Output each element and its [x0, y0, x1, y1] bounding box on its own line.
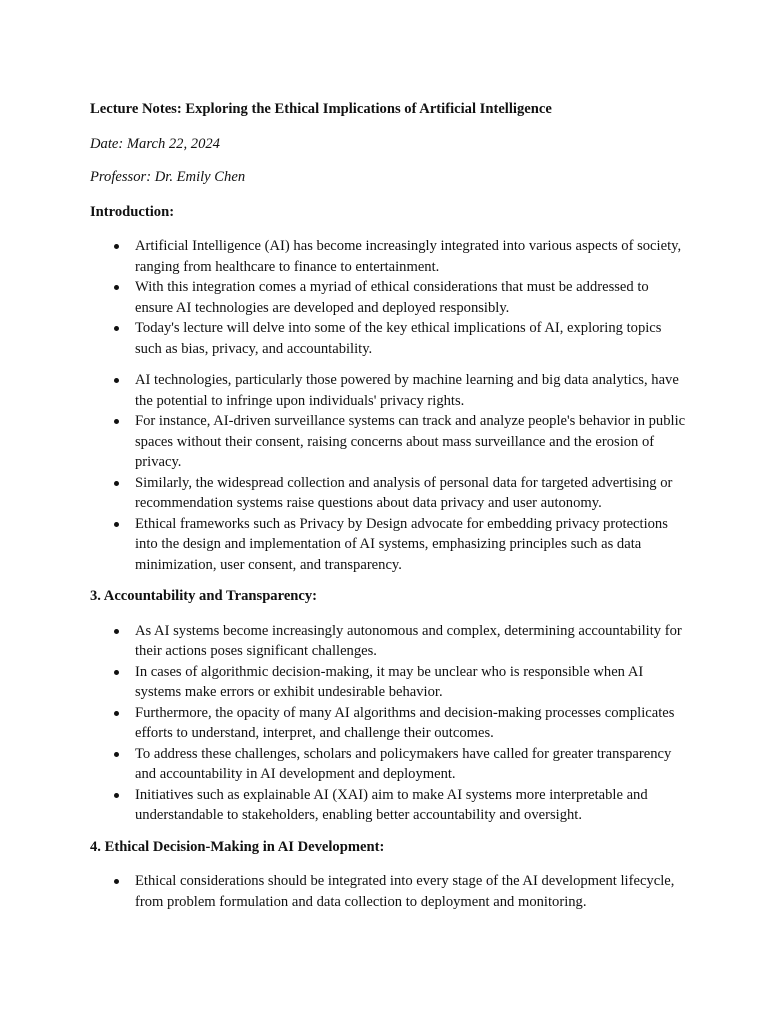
list-item: To address these challenges, scholars and policymakers have called for greater transparency and accountability in AI development and deployment. — [90, 744, 688, 785]
bullet-icon — [114, 244, 119, 249]
list-item: Ethical frameworks such as Privacy by Design advocate for embedding privacy protections into the design and implementation of AI systems, emphasizing principles such as data minimization, user consent, and transparency. — [90, 514, 688, 576]
accountability-heading: 3. Accountability and Transparency: — [90, 588, 318, 604]
bullet-icon — [114, 419, 119, 424]
bullet-icon — [114, 711, 119, 716]
list-item: AI technologies, particularly those powered by machine learning and big data analytics, have the potential to infringe upon individuals' privacy rights. — [90, 370, 688, 411]
bullet-icon — [114, 522, 119, 527]
privacy-list — [90, 370, 688, 575]
list-item: Similarly, the widespread collection and analysis of personal data for targeted advertising or recommendation systems raise questions about data privacy and user autonomy. — [90, 473, 688, 514]
document-date: Date: March 22, 2024 — [90, 135, 220, 152]
bullet-icon — [114, 793, 119, 798]
decision-making-heading: 4. Ethical Decision-Making in AI Development: — [90, 838, 385, 855]
list-item: Initiatives such as explainable AI (XAI) aim to make AI systems more interpretable and understandable to stakeholders, enabling better accountability and oversight. — [90, 785, 688, 826]
document-title: Lecture Notes: Exploring the Ethical Implications of Artificial Intelligence — [90, 101, 552, 117]
document-professor: Professor: Dr. Emily Chen — [90, 169, 246, 185]
accountability-list — [90, 621, 688, 826]
introduction-list — [90, 236, 688, 359]
list-item: As AI systems become increasingly autonomous and complex, determining accountability for their actions poses significant challenges. — [90, 621, 688, 662]
bullet-icon — [114, 326, 119, 331]
decision-making-list — [90, 871, 688, 912]
bullet-icon — [114, 285, 119, 290]
list-item: Today's lecture will delve into some of the key ethical implications of AI, exploring topics such as bias, privacy, and accountability. — [90, 318, 688, 359]
bullet-icon — [114, 629, 119, 634]
list-item: In cases of algorithmic decision-making, it may be unclear who is responsible when AI systems make errors or exhibit undesirable behavior. — [90, 662, 688, 703]
bullet-icon — [114, 752, 119, 757]
bullet-icon — [114, 879, 119, 884]
bullet-icon — [114, 378, 119, 383]
bullet-icon — [114, 670, 119, 675]
list-item: With this integration comes a myriad of ethical considerations that must be addressed to ensure AI technologies are developed and deployed responsibly. — [90, 277, 688, 318]
list-item: Furthermore, the opacity of many AI algorithms and decision-making processes complicates efforts to understand, interpret, and challenge their outcomes. — [90, 703, 688, 744]
list-item: Ethical considerations should be integrated into every stage of the AI development lifecycle, from problem formulation and data collection to deployment and monitoring. — [90, 871, 688, 912]
list-item: For instance, AI-driven surveillance systems can track and analyze people's behavior in public spaces without their consent, raising concerns about mass surveillance and the erosion of privacy. — [90, 411, 688, 473]
bullet-icon — [114, 481, 119, 486]
introduction-heading: Introduction: — [90, 203, 175, 220]
list-item: Artificial Intelligence (AI) has become increasingly integrated into various aspects of society, ranging from healthcare to finance to entertainment. — [90, 236, 688, 277]
